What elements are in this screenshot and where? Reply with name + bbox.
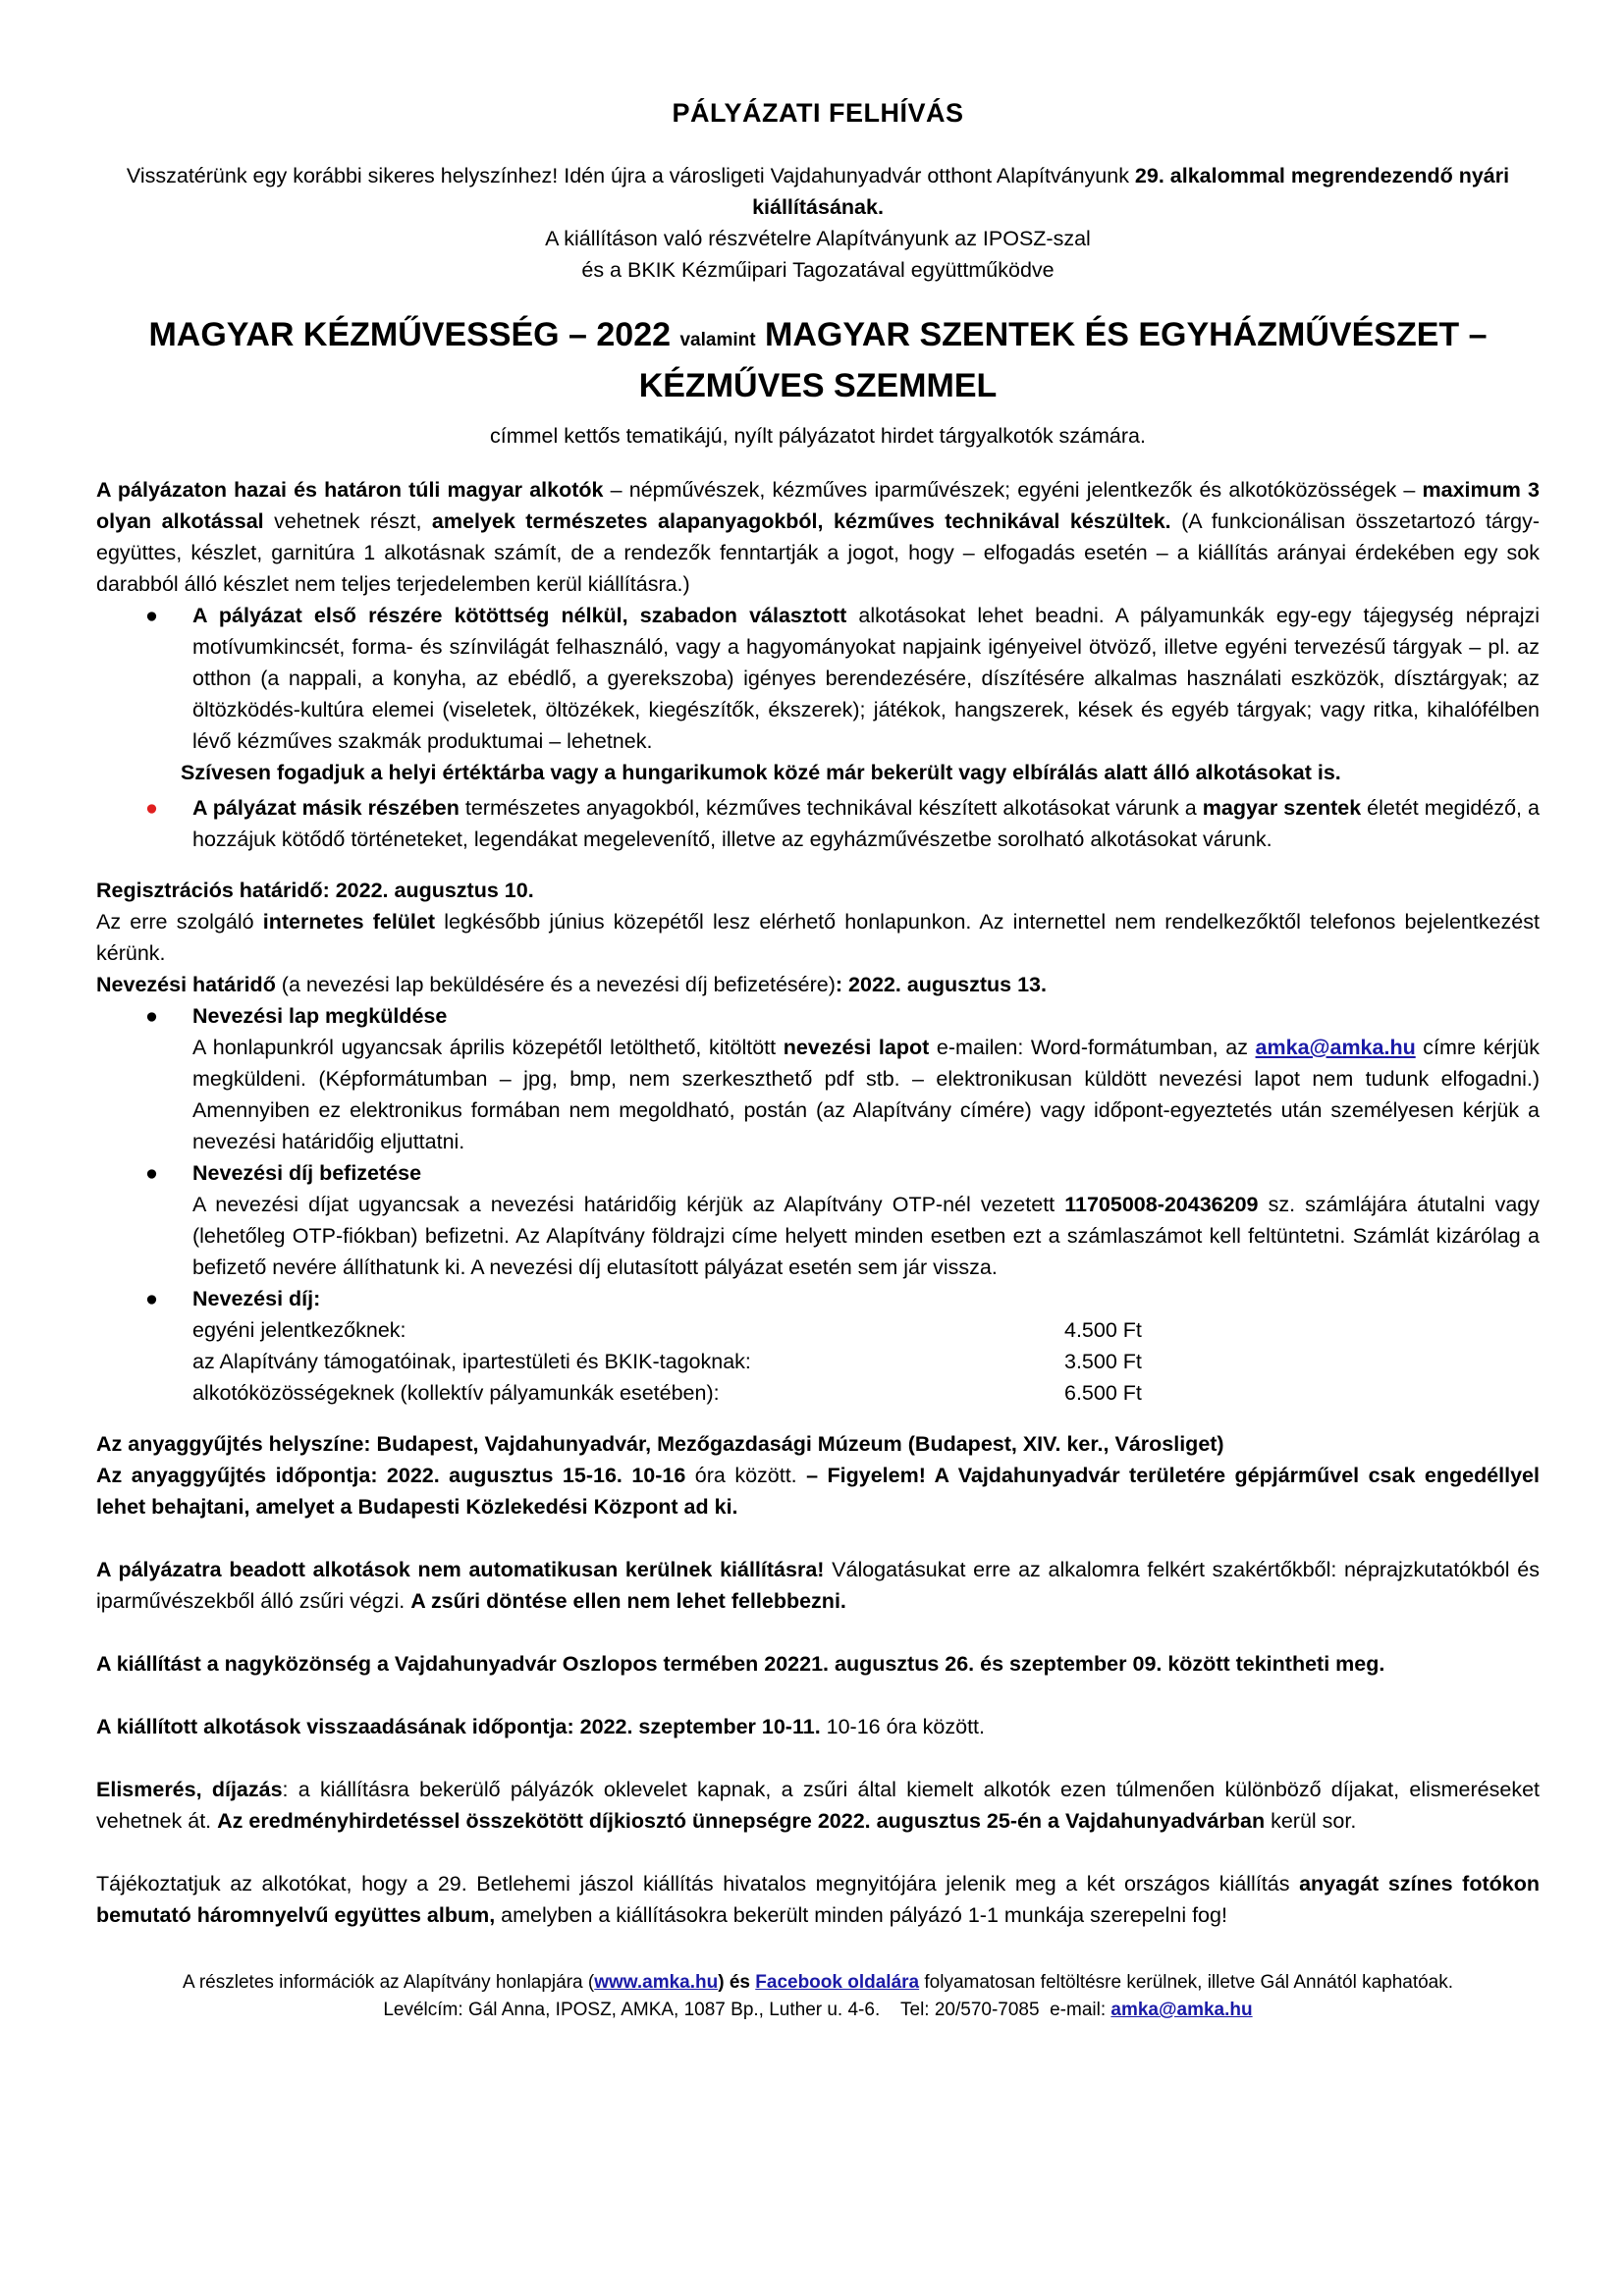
registration-info: Az erre szolgáló internetes felület legkésőbb június közepétől lesz elérhető honlapunkon. Az internettel nem rendelkezőktől telefonos bejelentkezést kérünk. xyxy=(96,910,1540,965)
album-paragraph: Tájékoztatjuk az alkotókat, hogy a 29. Betlehemi jászol kiállítás hivatalos megnyitójára jelenik meg a két országos kiállítás anyagát színes fotókon bemutató háromnyelvű együttes album, amelyben a kiállításokra bekerült minden pályázó 1-1 munkája szerepelni fog! xyxy=(96,1872,1540,1927)
list-item: ● A pályázat másik részében természetes anyagokból, kézműves technikával készített alkotásokat várunk a magyar szentek életét megidéző, a hozzájuk kötődő történeteket, legendákat megelevenítő, illetve az egyházművészetbe sorolható alkotásokat várunk. xyxy=(96,792,1540,855)
intro-line-3: A kiállításon való részvételre Alapítványunk az IPOSZ-szal xyxy=(545,227,1091,250)
email-link[interactable]: amka@amka.hu xyxy=(1255,1036,1416,1059)
footer xyxy=(96,1969,1540,2024)
body-text xyxy=(96,474,1540,1931)
website-link[interactable]: www.amka.hu xyxy=(594,1972,719,1993)
bullet-icon: ● xyxy=(145,1004,158,1028)
return-dates: A kiállított alkotások visszaadásának időpontja: 2022. szeptember 10-11. 10-16 óra között. xyxy=(96,1715,985,1738)
footer-line-2: Levélcím: Gál Anna, IPOSZ, AMKA, 1087 Bp., Luther u. 4-6. Tel: 20/570-7085 e-mail: amka@amka.hu xyxy=(383,2000,1253,2020)
bullet-icon: ● xyxy=(145,1161,158,1185)
registration-deadline: Regisztrációs határidő: 2022. augusztus 10. xyxy=(96,879,534,902)
fee-row: az Alapítvány támogatóinak, ipartestületi és BKIK-tagoknak: 3.500 Ft xyxy=(192,1350,1142,1373)
eligibility-paragraph: A pályázaton hazai és határon túli magyar alkotók – népművészek, kézműves iparművészek; egyéni jelentkezők és alkotóközösségek – maximum 3 olyan alkotással vehetnek részt, amelyek természetes alapanyagokból, kézműves technikával készültek. (A funkcionálisan összetartozó tárgy-együttes, készlet, garnitúra 1 alkotásnak számít, de a rendezők fenntartják a jogot, hogy – elfogadás esetén – a kiállítás arányai érdekében egy sok darabból álló készlet nem teljes terjedelemben kerül kiállításra.) xyxy=(96,478,1540,596)
list-item: ● Nevezési díj: egyéni jelentkezőknek: 4.500 Ft az Alapítvány támogatóinak, ipartestületi és BKIK-tagoknak: 3.500 Ft alkotóközösségeknek (kollektív pályamunkák esetében): 6.500 Ft xyxy=(96,1283,1540,1409)
intro-line-4: és a BKIK Kézműipari Tagozatával együttműködve xyxy=(581,258,1055,282)
intro-text xyxy=(96,160,1540,286)
entry-deadline: Nevezési határidő (a nevezési lap beküldésére és a nevezési díj befizetésére): 2022. augusztus 13. xyxy=(96,973,1047,996)
collection-place: Az anyaggyűjtés helyszíne: Budapest, Vajdahunyadvár, Mezőgazdasági Múzeum (Budapest, XIV. ker., Városliget) xyxy=(96,1432,1224,1456)
fee-row: egyéni jelentkezőknek: 4.500 Ft xyxy=(192,1318,1142,1342)
page-title: PÁLYÁZATI FELHÍVÁS xyxy=(672,98,964,128)
theme-list xyxy=(96,600,1540,757)
entry-list xyxy=(96,1000,1540,1409)
welcome-note: Szívesen fogadjuk a helyi értéktárba vagy a hungarikumok közé már bekerült vagy elbírálás alatt álló alkotásokat is. xyxy=(181,761,1341,784)
theme-list-2 xyxy=(96,792,1540,855)
list-item: ● Nevezési díj befizetése A nevezési díjat ugyancsak a nevezési határidőig kérjük az Alapítvány OTP-nél vezetett 11705008-20436209 sz. számlájára átutalni vagy (lehetőleg OTP-fiókban) befizetni. Az Alapítvány földrajzi címe helyett minden esetben ezt a számlaszámot kell feltüntetni. Számlát kizárólag a befizető nevére állíthatunk ki. A nevezési díj elutasított pályázat esetén sem jár vissza. xyxy=(96,1157,1540,1283)
awards-paragraph: Elismerés, díjazás: a kiállításra bekerülő pályázók oklevelet kapnak, a zsűri által kiemelt alkotók ezen túlmenően különböző díjakat, elismeréseket vehetnek át. Az eredményhirdetéssel összekötött díjkiosztó ünnepségre 2022. augusztus 25-én a Vajdahunyadvárban kerül sor. xyxy=(96,1778,1541,1833)
exhibition-dates: A kiállítást a nagyközönség a Vajdahunyadvár Oszlopos termében 20221. augusztus 26. és szeptember 09. között tekintheti meg. xyxy=(96,1652,1385,1676)
fee-row: alkotóközösségeknek (kollektív pályamunkák esetében): 6.500 Ft xyxy=(192,1381,1142,1405)
footer-email-link[interactable]: amka@amka.hu xyxy=(1110,2000,1253,2020)
intro-line-1: Visszatérünk egy korábbi sikeres helyszínhez! Idén újra a városligeti Vajdahunyadvár otthont Alapítványunk 29. alkalommal megrendezendő nyári kiállításának. xyxy=(126,164,1510,219)
list-item: ● A pályázat első részére kötöttség nélkül, szabadon választott alkotásokat lehet beadni. A pályamunkák egy-egy tájegység néprajzi motívumkincsét, forma- és színvilágát felhasználó, vagy a hagyományokat napjaink igényeivel ötvöző, illetve egyéni tervezésű tárgyak – pl. az otthon (a nappali, a konyha, az ebédlő, a gyerekszoba) igényes berendezésére, díszítésére alkalmas használati eszközök, dísztárgyak; az öltözködés-kultúra elemei (viseletek, öltözékek, kiegészítők, ékszerek); játékok, hangszerek, kések és egyéb tárgyak; vagy ritka, kihalófélben lévő kézműves szakmák produktumai – lehetnek. xyxy=(96,600,1540,757)
headline-subline: címmel kettős tematikájú, nyílt pályázatot hirdet tárgyalkotók számára. xyxy=(490,424,1146,448)
exhibition-headline: MAGYAR KÉZMŰVESSÉG – 2022 valamint MAGYAR SZENTEK ÉS EGYHÁZMŰVÉSZET – KÉZMŰVES SZEMMEL xyxy=(148,316,1488,404)
bullet-icon: ● xyxy=(145,1287,158,1310)
list-item: ● Nevezési lap megküldése A honlapunkról ugyancsak április közepétől letölthető, kitöltött nevezési lapot e-mailen: Word-formátumban, az amka@amka.hu címre kérjük megküldeni. (Képformátumban – jpg, bmp, nem szerkeszthető pdf stb. – elektronikusan küldött nevezési lapot nem tudunk elfogadni.) Amennyiben ez elektronikus formában nem megoldható, postán (az Alapítvány címére) vagy időpont-egyeztetés után személyesen kérjük a nevezési határidőig eljuttatni. xyxy=(96,1000,1540,1157)
collection-time: Az anyaggyűjtés időpontja: 2022. augusztus 15-16. 10-16 óra között. – Figyelem! A Vajdahunyadvár területére gépjárművel csak engedéllyel lehet behajtani, amelyet a Budapesti Közlekedési Központ ad ki. xyxy=(96,1464,1540,1519)
facebook-link[interactable]: Facebook oldalára xyxy=(755,1972,920,1993)
jury-paragraph: A pályázatra beadott alkotások nem automatikusan kerülnek kiállításra! Válogatásukat erre az alkalomra felkért szakértőkből: néprajzkutatókból és iparművészekből álló zsűri végzi. A zsűri döntése ellen nem lehet fellebbezni. xyxy=(96,1558,1540,1613)
red-bullet-icon: ● xyxy=(145,796,158,820)
bullet-icon: ● xyxy=(145,604,158,627)
footer-line-1: A részletes információk az Alapítvány honlapjára (www.amka.hu) és Facebook oldalára folyamatosan feltöltésre kerülnek, illetve Gál Annától kaphatóak. xyxy=(182,1972,1454,1993)
